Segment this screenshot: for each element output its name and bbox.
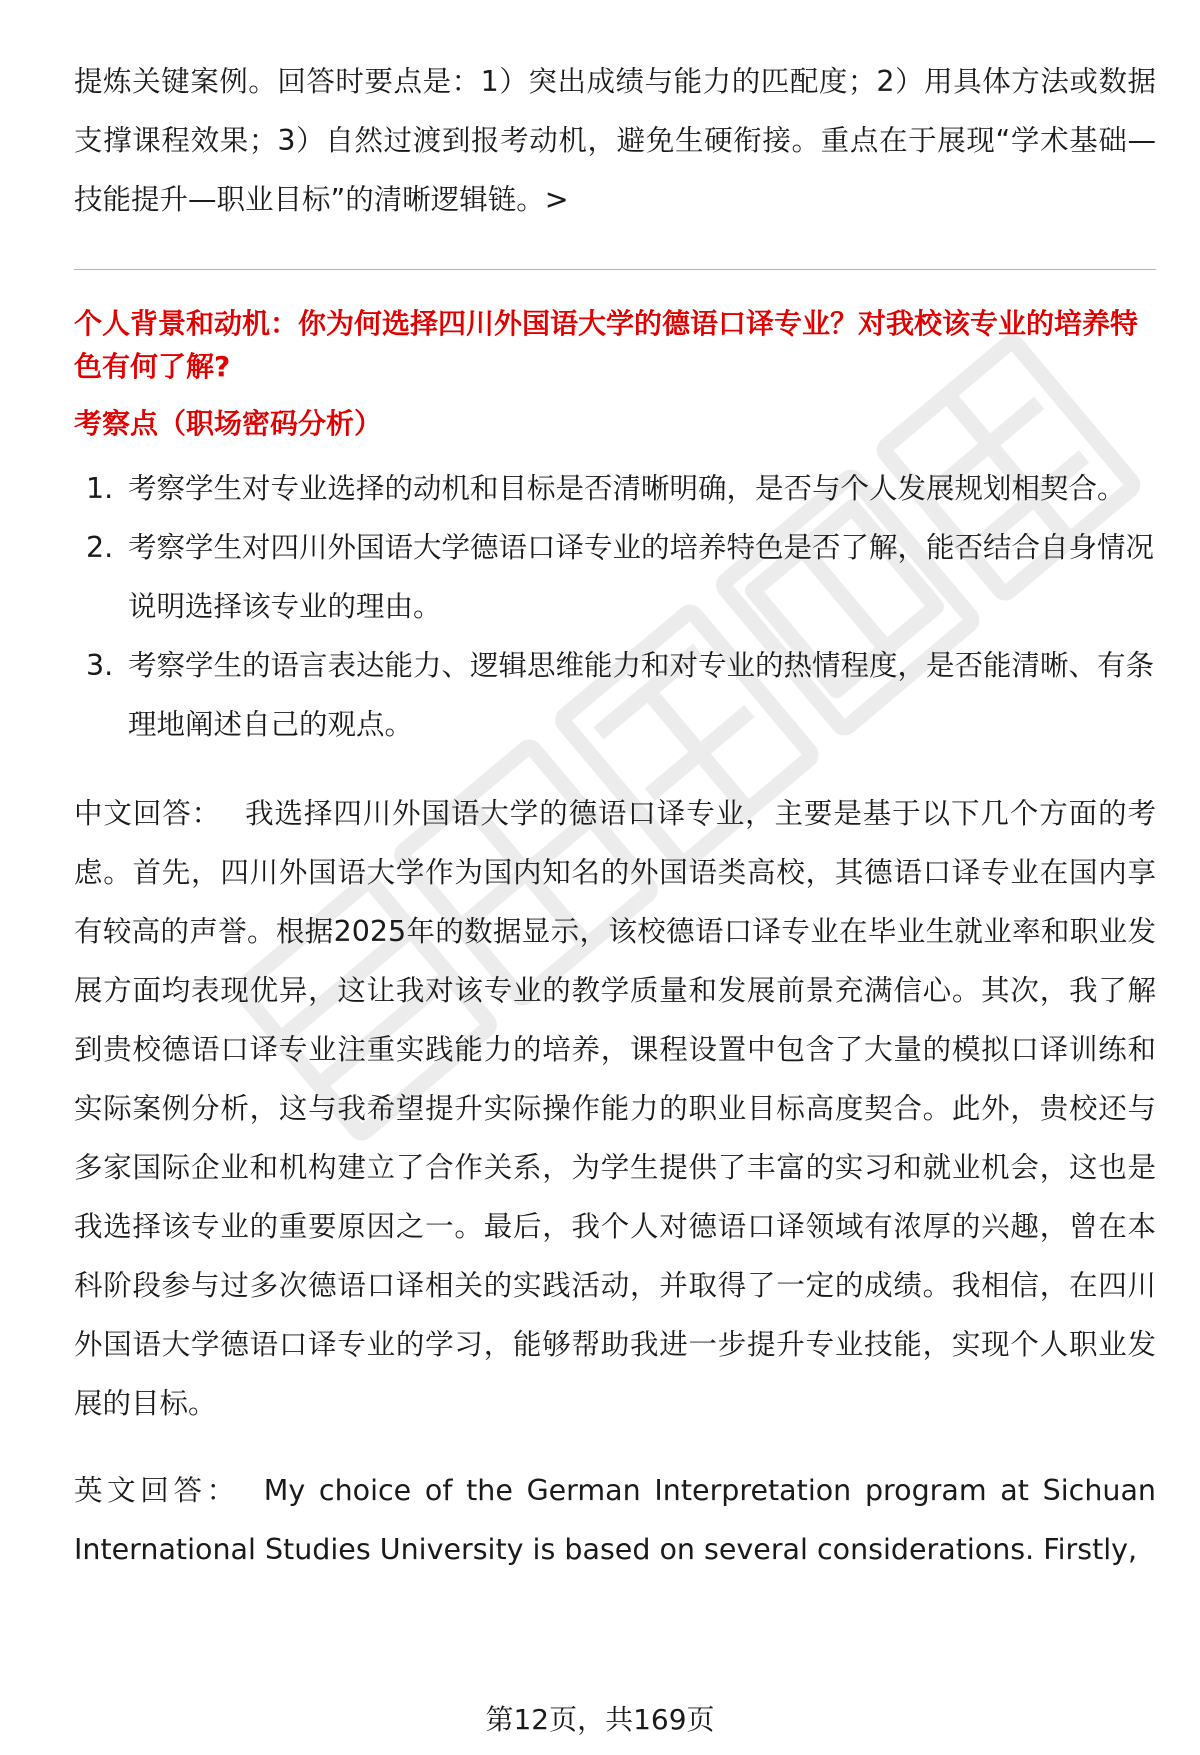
english-answer-text: My choice of the German Interpretation program at Sichuan International Studies University is based on several considerations. Firstly, [74,1474,1156,1566]
question-heading: 个人背景和动机：你为何选择四川外国语大学的德语口译专业？对我校该专业的培养特色有何了解? [74,307,1139,383]
list-item [74,636,1156,754]
chinese-answer-text: 我选择四川外国语大学的德语口译专业，主要是基于以下几个方面的考虑。首先，四川外国语大学作为国内知名的外国语类高校，其德语口译专业在国内享有较高的声誉。根据2025年的数据显示，该校德语口译专业在毕业生就业率和职业发展方面均表现优异，这让我对该专业的教学质量和发展前景充满信心。其次，我了解到贵校德语口译专业注重实践能力的培养，课程设置中包含了大量的模拟口译训练和实际案例分析，这与我希望提升实际操作能力的职业目标高度契合。此外，贵校还与多家国际企业和机构建立了合作关系，为学生提供了丰富的实习和就业机会，这也是我选择该专业的重要原因之一。最后，我个人对德语口译领域有浓厚的兴趣，曾在本科阶段参与过多次德语口译相关的实践活动，并取得了一定的成绩。我相信，在四川外国语大学德语口译专业的学习，能够帮助我进一步提升专业技能，实现个人职业发展的目标。 [74,797,1156,1420]
intro-paragraph: 提炼关键案例。回答时要点是：1）突出成绩与能力的匹配度；2）用具体方法或数据支撑课程效果；3）自然过渡到报考动机，避免生硬衔接。重点在于展现“学术基础—技能提升—职业目标”的清晰逻辑链。> [74,65,1156,216]
section-divider [74,269,1156,270]
list-item-number: 1. [86,472,114,505]
page-number-footer: 第12页，共169页 [485,1703,715,1736]
list-item-number: 3. [86,649,114,682]
english-answer [74,1461,1156,1579]
assessment-points-list [74,459,1156,754]
list-item [74,459,1156,518]
chinese-answer [74,784,1156,1433]
list-item-text: 考察学生对专业选择的动机和目标是否清晰明确，是否与个人发展规划相契合。 [128,472,1126,505]
english-answer-label: 英文回答： [74,1474,240,1507]
list-item-text: 考察学生的语言表达能力、逻辑思维能力和对专业的热情程度，是否能清晰、有条理地阐述自己的观点。 [128,649,1155,741]
list-item-text: 考察学生对四川外国语大学德语口译专业的培养特色是否了解，能否结合自身情况说明选择该专业的理由。 [128,531,1155,623]
assessment-points-title: 考察点（职场密码分析） [74,407,383,440]
list-item [74,518,1156,636]
chinese-answer-label: 中文回答： [74,797,222,830]
document-page [74,52,1156,1579]
list-item-number: 2. [86,531,114,564]
